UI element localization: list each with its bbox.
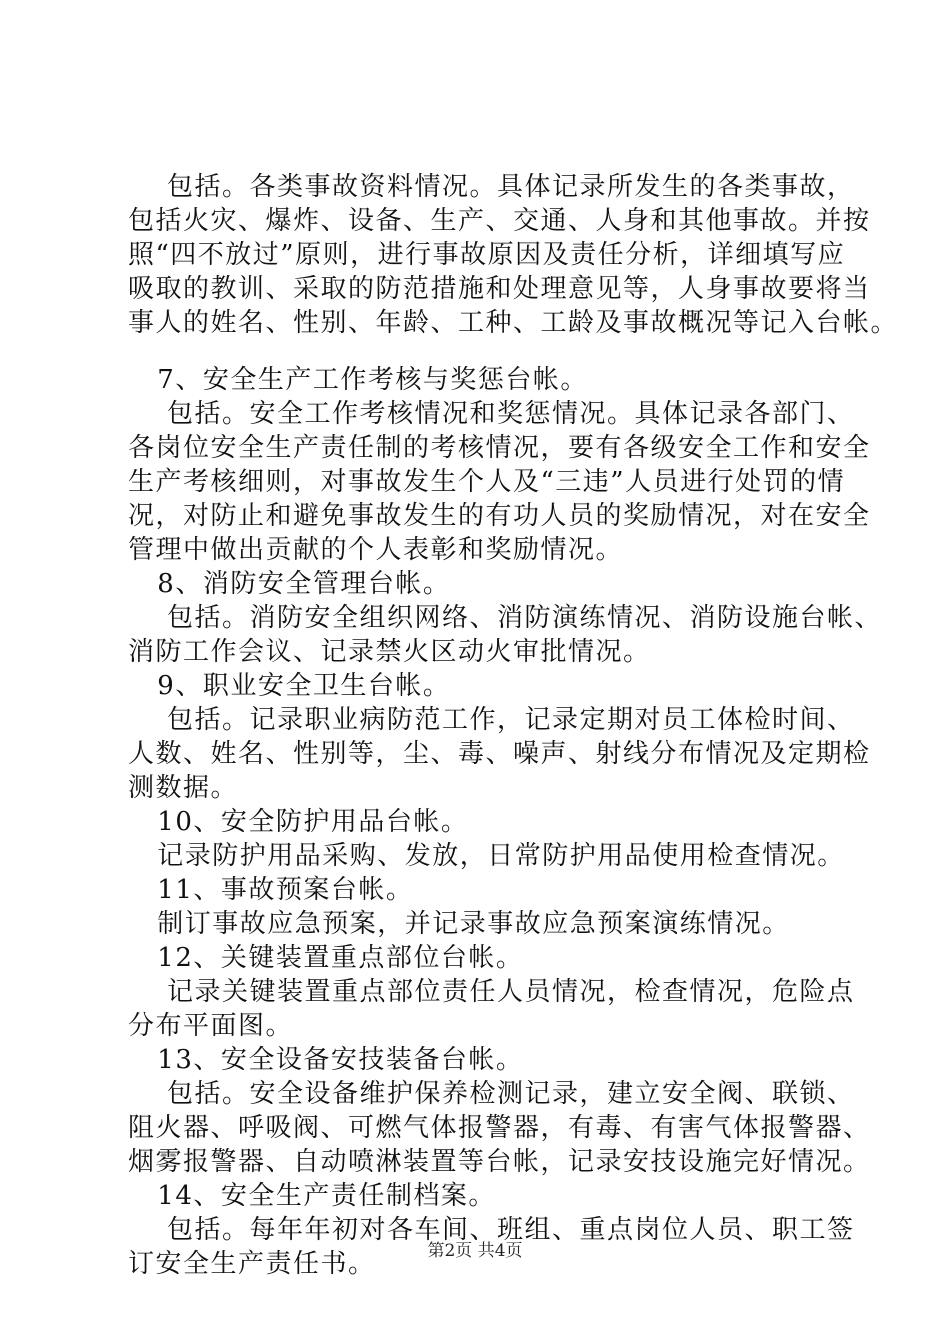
text-line: 事人的姓名、性别、年龄、工种、工龄及事故概况等记入台帐。 — [128, 308, 899, 338]
text-line: 包括。消防安全组织网络、消防演练情况、消防设施台帐、 — [128, 603, 883, 633]
text-line: 吸取的教训、采取的防范措施和处理意见等，人身事故要将当 — [128, 274, 871, 304]
section-heading-11: 11、事故预案台帐。 — [128, 875, 414, 905]
body-text — [128, 170, 899, 1281]
text-line: 烟雾报警器、自动喷淋装置等台帐，记录安技设施完好情况。 — [128, 1147, 871, 1177]
text-line: 包括。每年年初对各车间、班组、重点岗位人员、职工签 — [128, 1215, 855, 1245]
text-line: 包括。安全设备维护保养检测记录，建立安全阀、联锁、 — [128, 1079, 855, 1109]
section-heading-13: 13、安全设备安技装备台帐。 — [128, 1045, 524, 1075]
text-line: 照“四不放过”原则，进行事故原因及责任分析，详细填写应 — [128, 240, 846, 270]
section-heading-7: 7、安全生产工作考核与奖惩台帐。 — [128, 365, 588, 395]
text-line: 消防工作会议、记录禁火区动火审批情况。 — [128, 637, 651, 667]
text-line: 阻火器、呼吸阀、可燃气体报警器，有毒、有害气体报警器、 — [128, 1113, 871, 1143]
page-footer: 第2页 共4页 — [427, 1241, 523, 1261]
section-heading-8: 8、消防安全管理台帐。 — [128, 569, 451, 599]
section-heading-12: 12、关键装置重点部位台帐。 — [128, 943, 524, 973]
text-line: 包括。记录职业病防范工作，记录定期对员工体检时间、 — [128, 705, 855, 735]
paragraph-accident-records — [128, 170, 899, 340]
text-line: 人数、姓名、性别等，尘、毒、噪声、射线分布情况及定期检 — [128, 739, 871, 769]
text-line: 各岗位安全生产责任制的考核情况，要有各级安全工作和安全 — [128, 433, 871, 463]
section-heading-9: 9、职业安全卫生台帐。 — [128, 671, 451, 701]
text-line: 管理中做出贡献的个人表彰和奖励情况。 — [128, 535, 624, 565]
text-line: 况，对防止和避免事故发生的有功人员的奖励情况，对在安全 — [128, 501, 871, 531]
paragraph-gap — [128, 340, 843, 363]
text-line: 包括火灾、爆炸、设备、生产、交通、人身和其他事故。并按 — [128, 206, 871, 236]
text-line: 分布平面图。 — [128, 1011, 294, 1041]
text-line: 制订事故应急预案，并记录事故应急预案演练情况。 — [128, 909, 790, 939]
section-heading-14: 14、安全生产责任制档案。 — [128, 1181, 496, 1211]
text-line: 生产考核细则，对事故发生个人及“三违”人员进行处罚的情 — [128, 467, 846, 497]
text-line: 订安全生产责任书。 — [128, 1249, 376, 1279]
section-heading-10: 10、安全防护用品台帐。 — [128, 807, 469, 837]
ledger-items — [128, 363, 883, 1281]
text-line: 记录防护用品采购、发放，日常防护用品使用检查情况。 — [128, 841, 845, 871]
text-line: 记录关键装置重点部位责任人员情况，检查情况，危险点 — [128, 977, 855, 1007]
text-line: 测数据。 — [128, 773, 239, 803]
text-line: 包括。各类事故资料情况。具体记录所发生的各类事故， — [128, 172, 855, 202]
text-line: 包括。安全工作考核情况和奖惩情况。具体记录各部门、 — [128, 399, 855, 429]
